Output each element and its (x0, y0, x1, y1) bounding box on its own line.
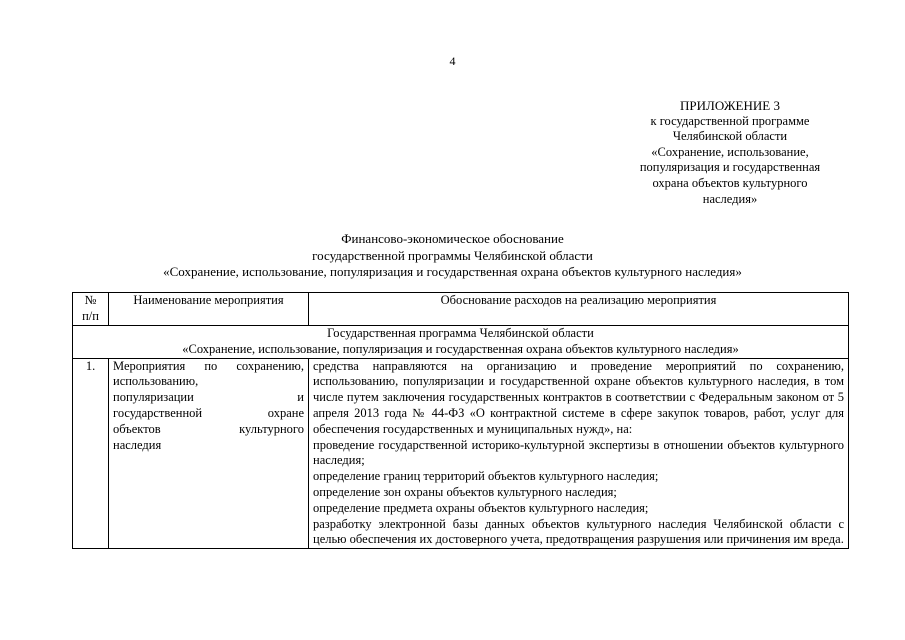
row-measure-name (109, 358, 309, 549)
measures-table (72, 292, 849, 549)
basis-paragraph: проведение государственной историко-культурной экспертизы в отношении объектов культурного наследия; (313, 437, 844, 468)
measure-name-line: объектов культурного (113, 421, 304, 436)
basis-paragraph: определение границ территорий объектов культурного наследия; (313, 469, 659, 484)
appendix-block (600, 98, 860, 207)
measure-name-line: Мероприятия по сохранению, (113, 358, 304, 373)
section-line: Государственная программа Челябинской области (327, 326, 594, 340)
table-header-row (73, 293, 849, 326)
header-number (73, 293, 109, 326)
header-name: Наименование мероприятия (109, 293, 309, 326)
program-section-cell (73, 326, 849, 359)
measure-name-line: наследия (113, 437, 162, 452)
measure-name-line: популяризации и (113, 390, 304, 405)
appendix-line: «Сохранение, использование, (651, 144, 809, 159)
title-line: государственной программы Челябинской области (312, 247, 593, 263)
appendix-line: охрана объектов культурного (652, 175, 808, 190)
row-expense-basis (309, 358, 849, 549)
measure-name-line: государственной охране (113, 405, 304, 420)
basis-paragraph: разработку электронной базы данных объектов культурного наследия Челябинской области с целью обеспечения их достоверного учета, предотвращения разрушения или причинения им вреда. (313, 516, 844, 547)
basis-paragraph: средства направляются на организацию и проведение мероприятий по сохранению, использованию, популяризации и государственной охране объектов культурного наследия, в том числе путем заключения государственных контрактов в соответствии с Федеральным законом от 5 апреля 2013 года № 44-ФЗ «О контрактной системе в сфере закупок товаров, работ, услуг для обеспечения государственных и муниципальных нужд», на: (313, 358, 844, 436)
section-line: «Сохранение, использование, популяризация и государственная охрана объектов культурного наследия» (182, 341, 739, 356)
page-number: 4 (449, 54, 456, 68)
basis-paragraph: определение зон охраны объектов культурного наследия; (313, 484, 617, 499)
document-title (0, 231, 905, 281)
table-row (73, 358, 849, 549)
header-basis: Обоснование расходов на реализацию мероприятия (309, 293, 849, 326)
header-number-line2: п/п (82, 308, 99, 323)
measure-name-line: использованию, (113, 374, 199, 389)
basis-paragraph: определение предмета охраны объектов культурного наследия; (313, 500, 649, 515)
appendix-heading: ПРИЛОЖЕНИЕ 3 (680, 98, 780, 113)
appendix-line: к государственной программе (650, 113, 810, 128)
row-number: 1. (73, 358, 109, 549)
header-number-line1: № (84, 293, 97, 307)
appendix-line: наследия» (702, 191, 758, 206)
title-line: Финансово-экономическое обоснование (341, 231, 564, 246)
appendix-line: популяризация и государственная (639, 160, 821, 175)
appendix-line: Челябинской области (672, 129, 788, 144)
program-section-row (73, 326, 849, 359)
title-line: «Сохранение, использование, популяризация и государственная охрана объектов культурного наследия» (163, 264, 742, 279)
